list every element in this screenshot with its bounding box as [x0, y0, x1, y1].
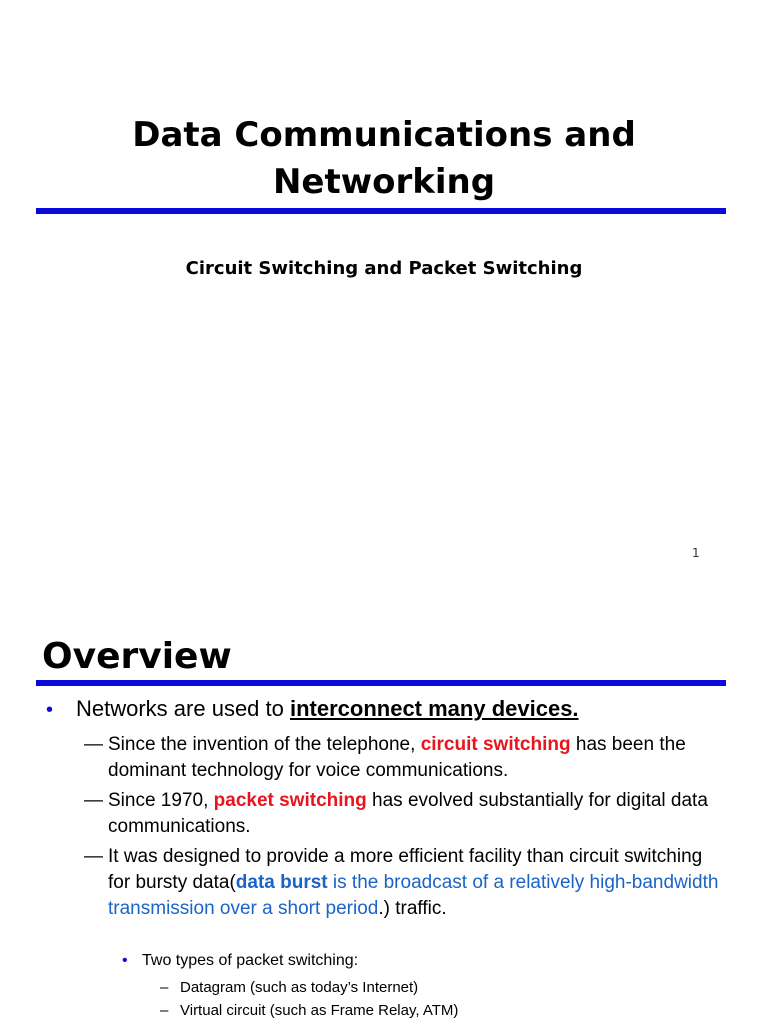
overview-divider [36, 680, 726, 686]
bullet-dot-icon: • [46, 699, 54, 721]
sub-bullet-item [84, 844, 724, 922]
bullet-dot-icon: • [122, 952, 128, 969]
types-heading-item [122, 952, 358, 970]
en-dash-icon: – [160, 1002, 169, 1019]
list-item [160, 979, 418, 996]
overview-slide [0, 598, 768, 1024]
definition-text: is the broadcast of a relatively high-bandwidth transmission over a short period [108, 872, 719, 919]
en-dash-icon: – [160, 979, 169, 996]
definition-term: data burst [235, 872, 328, 893]
list-item [160, 1002, 458, 1019]
em-dash-icon: — [84, 846, 103, 867]
highlight-term: circuit switching [420, 734, 571, 755]
sub-bullet-text: It was designed to provide a more efficient facility than circuit switching for bursty data( [108, 846, 703, 893]
bullet-text: Networks are used to [76, 696, 290, 721]
sub-bullet-item [84, 788, 724, 840]
slide-subtitle: Circuit Switching and Packet Switching [185, 258, 583, 279]
types-heading: Two types of packet switching: [142, 952, 359, 969]
sub-bullet-text: has evolved substantially for digital data communications. [108, 790, 708, 837]
sub-bullet-text: Since 1970, [108, 790, 214, 811]
type-label: Datagram (such as today’s Internet) [180, 979, 419, 996]
overview-title: Overview [42, 636, 232, 677]
em-dash-icon: — [84, 790, 103, 811]
type-label: Virtual circuit (such as Frame Relay, ATM) [180, 1002, 459, 1019]
sub-bullet-text: Since the invention of the telephone, [108, 734, 421, 755]
bullet-item [46, 696, 579, 722]
sub-bullet-text: has been the dominant technology for voice communications. [108, 734, 686, 781]
sub-bullet-item [84, 732, 724, 784]
slide-title: Data Communications and Networking [132, 115, 636, 202]
em-dash-icon: — [84, 734, 103, 755]
title-divider [36, 208, 726, 214]
page-number: 1 [692, 546, 700, 560]
sub-bullet-text: .) traffic. [378, 898, 447, 919]
highlight-term: packet switching [213, 790, 367, 811]
bullet-emphasis: interconnect many devices. [289, 696, 579, 721]
